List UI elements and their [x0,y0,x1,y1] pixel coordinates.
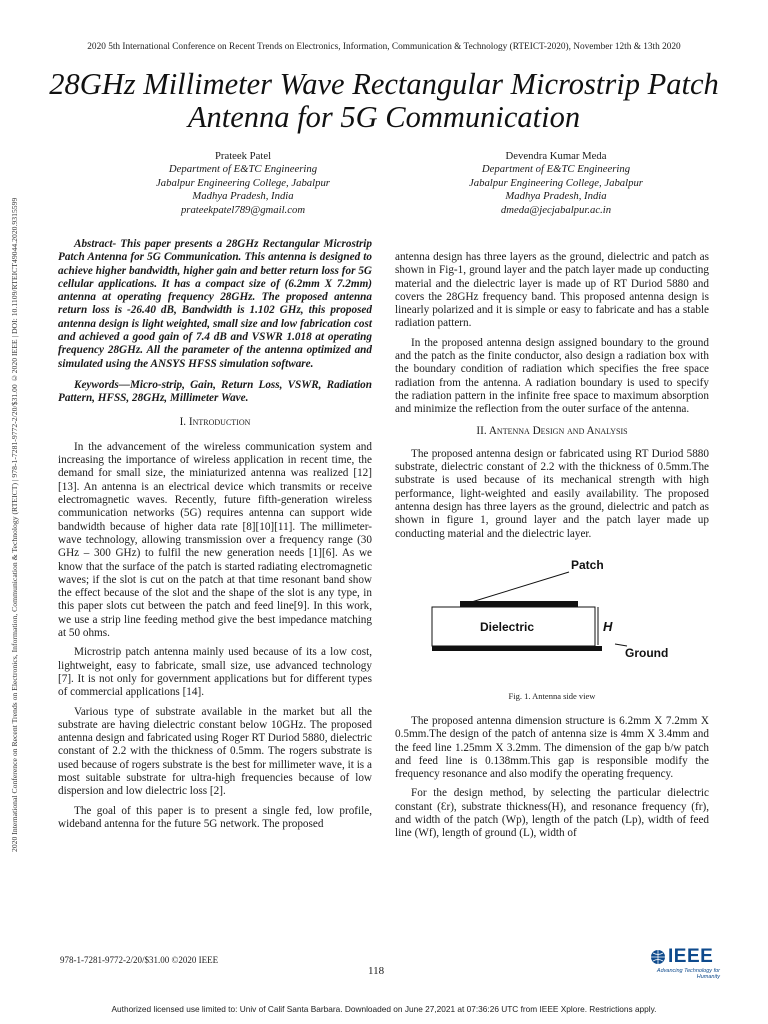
page-number: 118 [368,965,385,977]
author-block-1 [93,150,393,217]
author-dept: Department of E&TC Engineering [168,163,318,176]
paragraph: antenna design has three layers as the ground, dielectric and patch as shown in Fig-1, ground layer and the patch layer made up conducting material and the dielectric layer is made up of RT Duriod 5880 and covers the 28GHz frequency band. This proposed antenna design is linearly polarized and it is simple or easy to fabricate and has a stable radiation pattern. [395,251,709,330]
author-email[interactable]: dmeda@jecjabalpur.ac.in [500,203,612,216]
author-name: Devendra Kumar Meda [505,150,607,162]
antenna-diagram [395,555,709,685]
patch-leader-line [465,572,569,604]
conference-header: 2020 5th International Conference on Recent Trends on Electronics, Information, Communication & Technology (RTEICT-2020), November 12th & 13th 2020 [87,42,681,52]
author-dept: Department of E&TC Engineering [481,163,631,176]
paragraph: Microstrip patch antenna mainly used because of its a low cost, lightweight, easy to fabricate, small size, use advanced technology [7]. It is not only for government applications but for different types of commercial applications [14]. [58,646,372,699]
paper-title: 28GHz Millimeter Wave Rectangular Microstrip Patch Antenna for 5G Communication [49,67,719,134]
paragraph: In the proposed antenna design assigned boundary to the ground and the patch as the finite conductor, also design a radiation box with the boundary condition of radiation which specifies the free space radiation from the antenna. A radiation boundary is used to specify the radiation pattern in the infinite free space to maximum absorption and minimize the reflection from the outer surface of the antenna. [395,336,709,416]
paragraph: The goal of this paper is to present a single fed, low profile, wideband antenna for the future 5G network. The proposed [58,804,372,830]
authorized-use-notice: Authorized licensed use limited to: Univ of Calif Santa Barbara. Downloaded on June 27,2021 at 07:36:26 UTC from IEEE Xplore. Restrictions apply. [111,1004,657,1014]
figure-antenna-side-view [395,555,709,705]
section-heading-antenna-design: II. Antenna Design and Analysis [476,424,628,437]
abstract: Abstract- This paper presents a 28GHz Rectangular Microstrip Patch Antenna for 5G Communication. This antenna is designed to achieve higher bandwidth, higher gain and better return loss for 5G cellular applications. It has a compact size of (6.2mm X 7.2mm) antenna at operating frequency 28GHz. The proposed antenna return loss is -26.40 dB, Bandwidth is 1.102 GHz, this proposed antenna design is light weighted, small size and low fabrication cost and achieved a good gain of 7.4 dB and VSWR 1.018 at operating frequency 28GHz. All the parameter of the antenna optimized and simulated using the ANSYS HFSS simulation software. [58,238,372,370]
ieee-logo [650,946,720,980]
ground-label: Ground [625,645,669,660]
author-org: Jabalpur Engineering College, Jabalpur [156,176,330,189]
dielectric-label: Dielectric [480,619,535,634]
right-column [395,251,709,841]
ieee-wordmark: IEEE [668,946,714,967]
height-label: H [603,618,613,634]
author-place: Madhya Pradesh, India [505,190,607,203]
side-doi-strip: 2020 International Conference on Recent Trends on Electronics, Information, Communication & Technology (RTEICT) | 978-1-7281-9772-2/20/$31.00 ©2020 IEEE | DOI: 10.1109/RTEICT49044.2020.9315599 [10,197,19,853]
ieee-globe-icon [650,949,666,965]
paragraph: Various type of substrate available in the market but all the substrate are having dielectric constant below 10GHz. The proposed antenna design and fabricated using Roger RT Duriod 5880, dielectric constant of 2.2 with the thickness of 0.5mm. The rogers substrate is used because of rogers substrate is the best for millimeter wave, it is a most suitable substrate for ultra-high frequencies because of low dispersion and low dielectric loss [2]. [58,705,372,798]
left-column [58,238,372,831]
author-name: Prateek Patel [214,150,272,162]
paragraph: The proposed antenna design or fabricated using RT Duriod 5880 substrate, dielectric constant of 2.2 with the thickness of 0.5mm.The substrate is used because of its mechanical strength with high performance, light-weighted and easily availability. The proposed antenna design has three layers as the ground, dielectric and patch as shown in figure 1, ground layer and the patch layer made up conducting material and the dielectric layer. [395,447,709,540]
copyright-footer: 978-1-7281-9772-2/20/$31.00 ©2020 IEEE [60,955,219,965]
patch-label: Patch [571,557,604,572]
ieee-tagline: Advancing Technology for Humanity [656,968,720,980]
ground-layer [432,646,602,651]
author-email[interactable]: prateekpatel789@gmail.com [180,203,306,216]
keywords: Keywords—Micro-strip, Gain, Return Loss, VSWR, Radiation Pattern, HFSS, 28GHz, Millimeter Wave. [58,378,372,405]
paragraph: For the design method, by selecting the particular dielectric constant (Ɛr), substrate thickness(H), and resonance frequency (fr), and width of the patch (Wp), length of the patch (Lp), width of feed line (Wf), length of ground (L), width of [395,787,709,840]
paragraph: The proposed antenna dimension structure is 6.2mm X 7.2mm X 0.5mm.The design of the patch of antenna size is 4mm X 3.4mm and the feed line 1.25mm X 3.2mm. The dimension of the gap b/w patch and feed line is 0.138mm.This gap is responsible modify the frequency resonance and also modify the operating frequency. [395,714,709,781]
author-block-2 [406,150,706,217]
section-heading-introduction: I. Introduction [179,415,251,428]
figure-caption: Fig. 1. Antenna side view [508,690,596,701]
author-place: Madhya Pradesh, India [192,190,294,203]
paragraph: In the advancement of the wireless communication system and increasing the importance of wireless application in recent time, the demand for small size, the miniaturized antenna was realized [12][13]. An antenna is an electrical device which transmits or receive electromagnetic waves. Recently, future fifth-generation wireless communication networks (5G) requires antenna can support wide bandwidth because of higher data rate [8][10][11]. The millimeter-wave technology, allowing transmission over a frequency range (30 GHz – 300 GHz) to fulfil the new generation needs [1][6]. As we know that the surface of the patch is started radiating electromagnetic waves; if the slot is cut on the patch at that time resonant band show the effect because of the slot and the shape of the slot is any type, in this paper slots cut between the patch and feed line[9]. In this work, we use a strip line feeding method give the best impedance matching at 50 ohms. [58,440,372,640]
patch-layer [460,601,578,607]
author-org: Jabalpur Engineering College, Jabalpur [469,176,643,189]
